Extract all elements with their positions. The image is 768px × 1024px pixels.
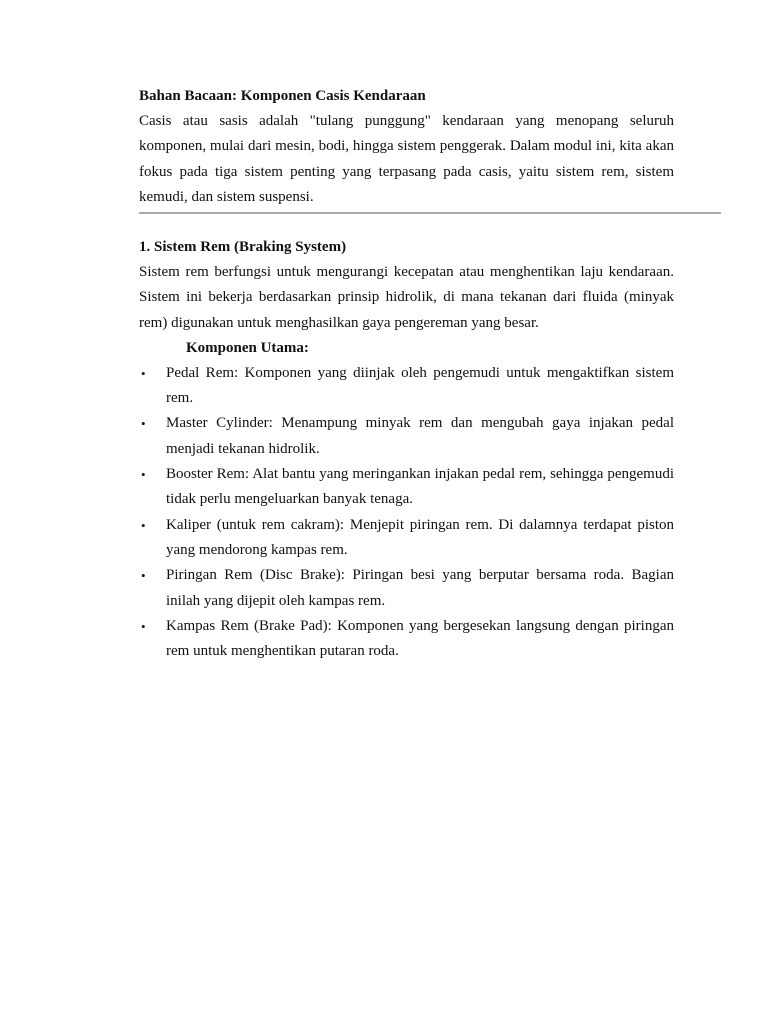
components-heading: Komponen Utama: xyxy=(186,339,309,356)
components-list xyxy=(139,361,674,665)
document-title: Bahan Bacaan: Komponen Casis Kendaraan xyxy=(139,88,426,104)
list-item xyxy=(139,462,674,513)
bullet-icon: • xyxy=(141,416,146,432)
list-item-text: Kampas Rem (Brake Pad): Komponen yang bergesekan langsung dengan piringan rem untuk menghentikan putaran roda. xyxy=(166,617,674,660)
list-item-text: Piringan Rem (Disc Brake): Piringan besi yang berputar bersama roda. Bagian inilah yang dijepit oleh kampas rem. xyxy=(166,567,674,609)
list-item xyxy=(139,361,674,412)
list-item-text: Booster Rem: Alat bantu yang meringankan injakan pedal rem, sehingga pengemudi tidak perlu mengeluarkan banyak tenaga. xyxy=(166,466,674,508)
bullet-icon: • xyxy=(141,568,146,584)
list-item xyxy=(139,614,674,665)
section-paragraph: Sistem rem berfungsi untuk mengurangi kecepatan atau menghentikan laju kendaraan. Sistem ini bekerja berdasarkan prinsip hidrolik, di mana tekanan dari fluida (minyak rem) digunakan untuk menghasilkan gaya pengereman yang besar. xyxy=(139,264,674,331)
bullet-icon: • xyxy=(141,467,146,483)
bullet-icon: • xyxy=(141,517,146,533)
intro-block xyxy=(139,84,674,210)
section-heading: 1. Sistem Rem (Braking System) xyxy=(139,239,347,255)
intro-paragraph: Casis atau sasis adalah "tulang punggung" kendaraan yang menopang seluruh komponen, mulai dari mesin, bodi, hingga sistem penggerak. Dalam modul ini, kita akan fokus pada tiga sistem penting yang terpasang pada casis, yaitu sistem rem, sistem kemudi, dan sistem suspensi. xyxy=(139,113,674,205)
section-braking-system xyxy=(139,235,674,664)
bullet-icon: • xyxy=(141,365,146,381)
horizontal-divider xyxy=(139,212,721,214)
list-item-text: Pedal Rem: Komponen yang diinjak oleh pengemudi untuk mengaktifkan sistem rem. xyxy=(166,364,674,407)
list-item xyxy=(139,411,674,462)
list-item-text: Master Cylinder: Menampung minyak rem dan mengubah gaya injakan pedal menjadi tekanan hidrolik. xyxy=(166,415,674,457)
list-item xyxy=(139,563,674,614)
list-item xyxy=(139,513,674,564)
list-item-text: Kaliper (untuk rem cakram): Menjepit piringan rem. Di dalamnya terdapat piston yang mendorong kampas rem. xyxy=(166,516,674,558)
bullet-icon: • xyxy=(141,618,146,634)
